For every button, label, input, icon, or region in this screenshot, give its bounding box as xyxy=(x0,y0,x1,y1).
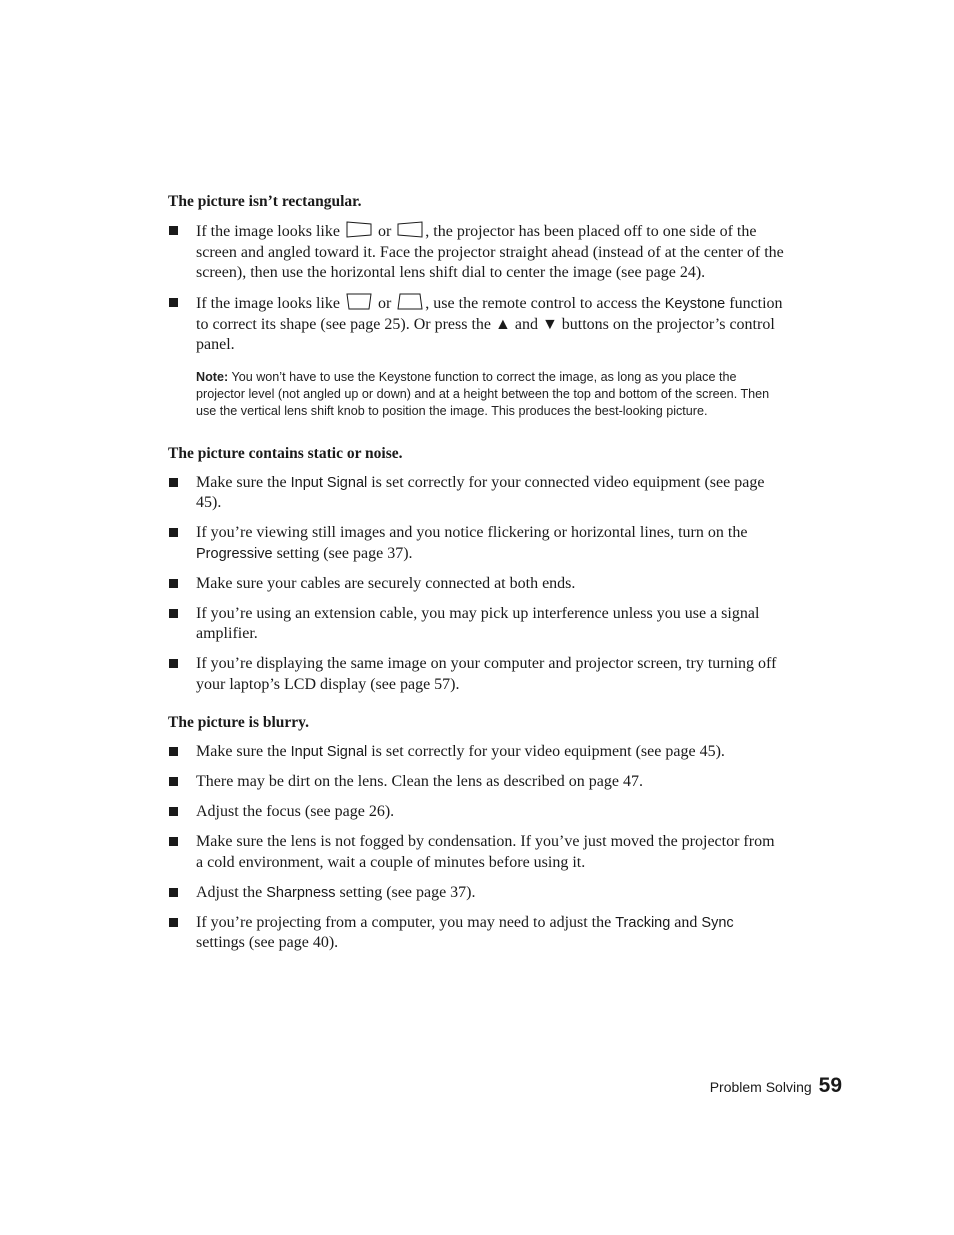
bullet-text: There may be dirt on the lens. Clean the lens as described on page 47. xyxy=(196,773,643,790)
square-bullet-icon xyxy=(169,777,178,786)
trapezoid-wide-top-icon xyxy=(346,293,372,310)
section-blurry xyxy=(168,713,784,954)
bullet-text: Adjust the focus (see page 26). xyxy=(196,803,395,820)
section-static-noise xyxy=(168,444,784,696)
bullet-text: Adjust the xyxy=(196,883,267,901)
bullet-text: setting (see page 37). xyxy=(335,883,476,901)
page-footer xyxy=(710,1074,842,1098)
note-label: Note: xyxy=(196,369,229,384)
bullet-text: If the image looks like xyxy=(196,295,344,312)
page-content xyxy=(168,192,784,972)
square-bullet-icon xyxy=(169,807,178,816)
bullet-text: , the projector has been placed off to one side of the screen and angled toward it. Face the projector straight ahead (instead of at the center of the screen), then use the horizontal lens shift dial to center the image (see page 24). xyxy=(196,223,784,281)
bullet-text: function to correct its shape (see page 25). Or press the ▲ and ▼ buttons on the projector’s control panel. xyxy=(196,295,783,353)
bullet-item xyxy=(168,832,784,873)
ui-setting-name: Progressive xyxy=(196,545,273,562)
bullet-item xyxy=(168,574,784,595)
section-heading: The picture is blurry. xyxy=(168,714,309,731)
bullet-item xyxy=(168,523,784,564)
bullet-list xyxy=(168,221,784,356)
bullet-text: setting (see page 37). xyxy=(272,544,413,562)
bullet-text: settings (see page 40). xyxy=(196,934,339,951)
square-bullet-icon xyxy=(169,478,178,487)
trapezoid-wide-bottom-icon xyxy=(397,293,423,310)
section-heading: The picture isn’t rectangular. xyxy=(168,193,362,210)
bullet-item xyxy=(168,654,784,695)
bullet-text: If you’re viewing still images and you notice flickering or horizontal lines, turn on the xyxy=(196,524,748,541)
bullet-text: Make sure the xyxy=(196,743,291,760)
bullet-text: , use the remote control to access the xyxy=(425,295,665,312)
bullet-item xyxy=(168,221,784,284)
square-bullet-icon xyxy=(169,888,178,897)
bullet-item xyxy=(168,802,784,823)
bullet-text: or xyxy=(373,223,396,240)
page-number: 59 xyxy=(818,1074,842,1097)
bullet-text: If you’re using an extension cable, you may pick up interference unless you use a signal amplifier. xyxy=(196,604,760,642)
note-text: You won’t have to use the Keystone function to correct the image, as long as you place the projector level (not angled up or down) and at a height between the top and bottom of the screen. Then use the vertical lens shift knob to position the image. This produces the best-looking picture. xyxy=(196,369,770,418)
bullet-text: If the image looks like xyxy=(196,223,344,240)
square-bullet-icon xyxy=(169,298,178,307)
ui-setting-name: Input Signal xyxy=(290,744,368,760)
bullet-item xyxy=(168,473,784,514)
bullet-text: If you’re displaying the same image on your computer and projector screen, try turning off your laptop’s LCD display (see page 57). xyxy=(196,655,777,693)
square-bullet-icon xyxy=(169,579,178,588)
bullet-text: or xyxy=(373,295,396,312)
bullet-item xyxy=(168,742,784,763)
ui-setting-name: Tracking xyxy=(615,914,671,931)
bullet-item xyxy=(168,913,784,954)
trapezoid-wide-right-icon xyxy=(397,221,423,238)
bullet-text: and xyxy=(670,913,702,931)
square-bullet-icon xyxy=(169,659,178,668)
bullet-text: Make sure your cables are securely connected at both ends. xyxy=(196,574,576,592)
bullet-item xyxy=(168,604,784,645)
section-heading: The picture contains static or noise. xyxy=(168,444,403,462)
bullet-text: Make sure the lens is not fogged by condensation. If you’ve just moved the projector from a cold environment, wait a couple of minutes before using it. xyxy=(196,833,775,871)
square-bullet-icon xyxy=(169,609,178,618)
bullet-text: If you’re projecting from a computer, you may need to adjust the xyxy=(196,913,616,931)
ui-setting-name: Keystone xyxy=(664,296,726,312)
square-bullet-icon xyxy=(169,918,178,927)
footer-section-label: Problem Solving xyxy=(709,1079,812,1095)
bullet-list xyxy=(168,742,784,954)
ui-setting-name: Sharpness xyxy=(266,884,336,901)
square-bullet-icon xyxy=(169,837,178,846)
bullet-item xyxy=(168,883,784,904)
trapezoid-wide-left-icon xyxy=(346,221,372,238)
bullet-item xyxy=(168,772,784,793)
section-not-rectangular xyxy=(168,192,784,420)
bullet-text: is set correctly for your connected video equipment (see page 45). xyxy=(196,473,765,511)
note xyxy=(168,369,784,420)
bullet-text: Make sure the xyxy=(196,473,291,491)
square-bullet-icon xyxy=(169,747,178,756)
ui-setting-name: Input Signal xyxy=(290,474,368,491)
bullet-list xyxy=(168,473,784,696)
bullet-item xyxy=(168,293,784,356)
bullet-text: is set correctly for your video equipment (see page 45). xyxy=(367,743,725,760)
ui-setting-name: Sync xyxy=(701,914,734,931)
square-bullet-icon xyxy=(169,226,178,235)
square-bullet-icon xyxy=(169,528,178,537)
